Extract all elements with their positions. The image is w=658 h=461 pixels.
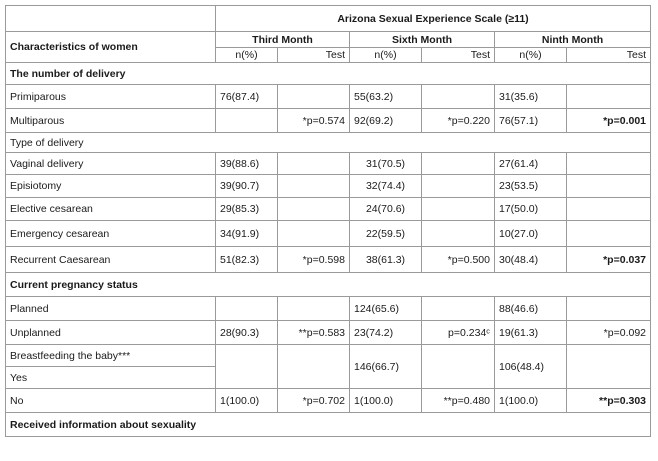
cell: 76(87.4)	[216, 85, 278, 109]
cell: 19(61.3)	[495, 321, 567, 345]
table-row	[6, 345, 651, 367]
cell	[567, 85, 651, 109]
row-label: Elective cesarean	[6, 198, 216, 221]
cell: 1(100.0)	[216, 389, 278, 413]
cell	[567, 345, 651, 389]
cell: *p=0.574	[278, 109, 350, 133]
cell: p=0.234ᶜ	[422, 321, 495, 345]
cell: 76(57.1)	[495, 109, 567, 133]
table-row	[6, 85, 651, 109]
cell: *p=0.500	[422, 247, 495, 273]
test-header: Test	[278, 48, 350, 63]
cell	[278, 198, 350, 221]
table-row	[6, 247, 651, 273]
cell	[422, 221, 495, 247]
cell	[216, 297, 278, 321]
cell: *p=0.220	[422, 109, 495, 133]
cell	[216, 109, 278, 133]
cell	[567, 198, 651, 221]
table-row	[6, 109, 651, 133]
table-row	[6, 198, 651, 221]
cell	[422, 85, 495, 109]
cell	[422, 297, 495, 321]
cell: 31(35.6)	[495, 85, 567, 109]
ninth-month-header: Ninth Month	[495, 32, 651, 48]
row-label: Multiparous	[6, 109, 216, 133]
cell	[567, 221, 651, 247]
cell: 106(48.4)	[495, 345, 567, 389]
cell: 31(70.5)	[350, 153, 422, 175]
cell: 27(61.4)	[495, 153, 567, 175]
header-blank-cell	[6, 6, 216, 32]
row-label: Primiparous	[6, 85, 216, 109]
cell: 38(61.3)	[350, 247, 422, 273]
cell: 1(100.0)	[350, 389, 422, 413]
section-pregnancy: Current pregnancy status	[6, 273, 651, 297]
third-month-header: Third Month	[216, 32, 350, 48]
n-pct-header: n(%)	[495, 48, 567, 63]
cell: 32(74.4)	[350, 175, 422, 198]
test-header: Test	[422, 48, 495, 63]
cell: **p=0.303	[567, 389, 651, 413]
cell: 34(91.9)	[216, 221, 278, 247]
table-row	[6, 221, 651, 247]
row-label: Unplanned	[6, 321, 216, 345]
cell	[278, 153, 350, 175]
cell: *p=0.598	[278, 247, 350, 273]
cell: 22(59.5)	[350, 221, 422, 247]
cell	[422, 198, 495, 221]
section-delivery: The number of delivery	[6, 63, 651, 85]
row-label: Vaginal delivery	[6, 153, 216, 175]
cell: 29(85.3)	[216, 198, 278, 221]
row-label: No	[6, 389, 216, 413]
row-label: Recurrent Caesarean	[6, 247, 216, 273]
table-row	[6, 175, 651, 198]
row-label: Episiotomy	[6, 175, 216, 198]
cell: **p=0.480	[422, 389, 495, 413]
cell	[216, 345, 278, 389]
cell	[278, 297, 350, 321]
cell: 24(70.6)	[350, 198, 422, 221]
cell: 92(69.2)	[350, 109, 422, 133]
row-label: Yes	[6, 367, 216, 389]
cell: *p=0.702	[278, 389, 350, 413]
cell: *p=0.001	[567, 109, 651, 133]
cell: *p=0.037	[567, 247, 651, 273]
cell	[278, 345, 350, 389]
n-pct-header: n(%)	[350, 48, 422, 63]
cell	[422, 175, 495, 198]
cell: 10(27.0)	[495, 221, 567, 247]
table-row	[6, 153, 651, 175]
section-info: Received information about sexuality	[6, 413, 651, 437]
cell: 17(50.0)	[495, 198, 567, 221]
cell: 39(90.7)	[216, 175, 278, 198]
cell: 23(53.5)	[495, 175, 567, 198]
cell	[422, 345, 495, 389]
table-row	[6, 389, 651, 413]
cell	[278, 175, 350, 198]
test-header: Test	[567, 48, 651, 63]
results-table	[5, 5, 651, 437]
cell: 28(90.3)	[216, 321, 278, 345]
cell	[567, 297, 651, 321]
n-pct-header: n(%)	[216, 48, 278, 63]
cell	[567, 153, 651, 175]
cell: 30(48.4)	[495, 247, 567, 273]
row-label: Planned	[6, 297, 216, 321]
cell: 55(63.2)	[350, 85, 422, 109]
cell	[422, 153, 495, 175]
cell: 1(100.0)	[495, 389, 567, 413]
cell	[278, 221, 350, 247]
row-label: Breastfeeding the baby***	[6, 345, 216, 367]
table-row	[6, 321, 651, 345]
cell	[278, 85, 350, 109]
cell	[567, 175, 651, 198]
cell: 124(65.6)	[350, 297, 422, 321]
characteristics-header: Characteristics of women	[6, 32, 216, 63]
sixth-month-header: Sixth Month	[350, 32, 495, 48]
cell: 88(46.6)	[495, 297, 567, 321]
cell: 23(74.2)	[350, 321, 422, 345]
section-type: Type of delivery	[6, 133, 651, 153]
row-label: Emergency cesarean	[6, 221, 216, 247]
scale-header: Arizona Sexual Experience Scale (≥11)	[216, 6, 651, 32]
cell: 146(66.7)	[350, 345, 422, 389]
cell: 51(82.3)	[216, 247, 278, 273]
cell: **p=0.583	[278, 321, 350, 345]
table-row	[6, 297, 651, 321]
cell: *p=0.092	[567, 321, 651, 345]
cell: 39(88.6)	[216, 153, 278, 175]
